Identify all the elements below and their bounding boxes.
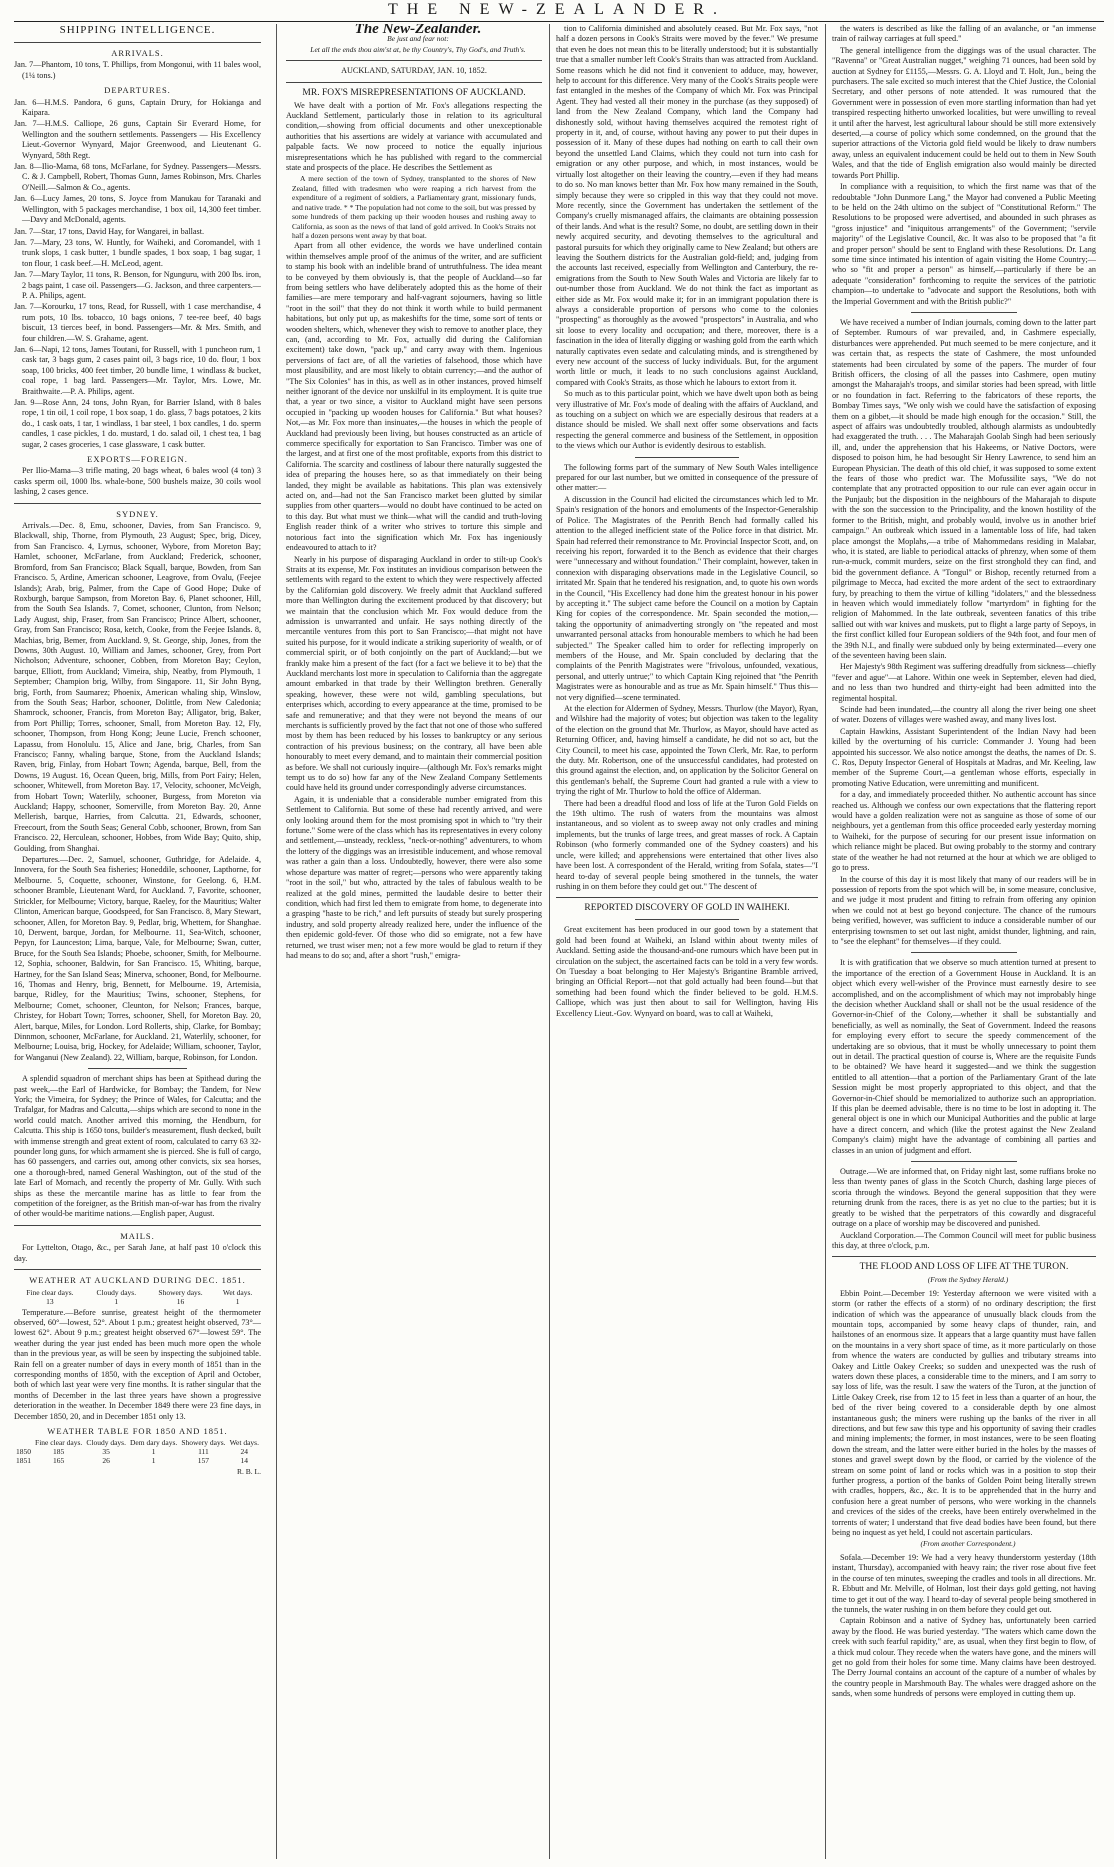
table-cell: 185 [53,1447,65,1457]
departure-entry: Jan. 9—Rose Ann, 24 tons, John Ryan, for Barrier Island, with 8 bales rope, 1 tin oil, 1 coil rope, 1 box soap, 1 do. glass, 7 bags potatoes, 2 kits do., 1 cask oats, 1 tar, 1 windlass, 1 bar steel, 1 box candles, 1 do. sperm candles, 1 case pickles, 1 do. mustard, 1 do. salad oil, 1 chest tea, 1 bag sugar, 2 cases groceries, 1 case glassware, 1 cask butter. [14,398,261,449]
divider [286,60,542,61]
divider [88,1068,187,1069]
section-heading-shipping: SHIPPING INTELLIGENCE. [59,24,216,36]
motto-line: Be just and fear not: [387,34,449,44]
arrival-entry: Jan. 7—Phantom, 10 tons, T. Phillips, from Mongonui, with 11 bales wool, (1¼ tons.) [14,60,261,80]
departure-entry: Jan. 7—H.M.S. Calliope, 26 guns, Captain Sir Everard Home, for Wellington and the southern settlements. Passengers — His Excellency Lieut.-Governor Wynyard, Major Greenwood, and Lieutenant G. Wynyard, 58th Regt. [14,119,261,160]
divider [911,952,1017,953]
article-paragraph: Again, it is undeniable that a considerable number emigrated from this Settlement to California. But some of these had recently arrived, and were only looking around them for the most promising spot in which to "try their fortune." Some were of the class which has its representatives in every colony and settlement,—unsteady, reckless, "neck-or-nothing" adventurers, to whom the lottery of the diggings was an irresistible inducement, and whose removal was rather a gain than a loss. Undoubtedly, however, there were also some whose departure was matter of regret;—persons who were apparently taking "root in the soil," but who, attracted by the tales of fabulous wealth to be realized at the gold mines, permitted the laudable desire to better their condition, which had first led them to emigrate from home, to degenerate into a grasping "haste to be rich," and left pursuits of steady but surely prospering industry, and sold property already realized here, under the influence of the then epidemic gold-fever. Of those who did so emigrate, not a few have returned, we trust wiser men; not a few more would be glad to return if they had means to do so; and, after a short "rush," emigra- [286,794,542,960]
table-header: Cloudy days. [86,1438,126,1448]
divider [832,1256,1096,1257]
article-quote: A mere section of the town of Sydney, transplanted to the shores of New Zealand, filled with tradesmen who were reaping a rich harvest from the expenditure of a regiment of soldiers, a Parliamentary grant, missionary funds, and native trade. * * The population had not come to the soil, but was pressed by some hundreds of them packing up their wooden houses and rushing away to California, as soon as the news of that land of gold arrived. In Cook's Straits not half a dozen persons went away by that boat. [292,174,536,240]
weather-value: 1 [235,1296,240,1306]
exports-heading: EXPORTS—FOREIGN. [87,454,188,465]
departures-heading: DEPARTURES. [104,85,171,96]
divider [911,312,1017,313]
council-paragraph: A discussion in the Council had elicited the circumstances which led to Mr. Spain's resignation of the honors and emoluments of the Inspector-Generalship of Police. The Magistrates of the Penrith Bench had formally called his attention to the alleged inefficient state of the Police force in that district. Mr. Spain had referred their remonstrance to Mr. Provincial Inspector Scott, and, on receiving his report, forwarded it to the Bench as evidence that their charges were "unnecessary and without foundation." Their complaint, however, taken in connexion with disparaging observations made in the Legislative Council, so irritated Mr. Spain that he tendered his resignation, and, to quote his own words in the Council, "His Excellency had done him the greatest honour in his power by accepting it." The subject came before the Council on a motion by Captain King for copies of the correspondence. Mr. Spain seconded the motion,—taking the opportunity of animadverting strongly on "the repeated and most unwarranted personal attacks from honourable members to which he had been subjected." The Speaker called him to order for reflecting improperly on members of the House, and Mr. Spain concluded by declaring that the complaints of the Penrith Magistrates were "frivolous, unfounded, vexatious, personal, and utterly untrue;" to which Captain King rejoined that "the Penrith Magistrates were as honourable and as true as Mr. Spain himself." Thus this—not very dignified—scene terminated. [556,494,818,702]
departure-entry: Jan. 6—Napi, 12 tons, James Toutani, for Russell, with 1 puncheon rum, 1 cask tar, 3 bags gum, 2 cases paint oil, 3 bags rice, 10 do. flour, 1 box soap, 100 bricks, 400 feet timber, 20 bundle lime, 1 windlass & bucket, coal rope, 1 bag lard. Passengers—Mr. Taylor, Mrs. Lowe, Mr. Braithwaite.—P. A. Philips, agent. [14,344,261,396]
masthead: THE NEW-ZEALANDER. [388,1,726,18]
council-paragraph: At the election for Aldermen of Sydney, Messrs. Thurlow (the Mayor), Ryan, and Wilshire had the majority of votes; but objection was taken to the legality of the election on the ground that Mr. Thurlow, as Mayor, should have acted as Returning Officer, and, having himself a candidate, he did not so act, but the City Council, to meet his case, appointed the Town Clerk, Mr. Rae, to perform the duty. Mr. Robertson, one of the unsuccessful candidates, had protested on this ground against the election, and, on application by the Solicitor General on this gentleman's behalf, the Supreme Court had granted a rule with a view to trying the right of Mr. Thurlow to hold the office of Alderman. [556,704,818,797]
departure-entry: Jan. 6—H.M.S. Pandora, 6 guns, Captain Drury, for Hokianga and Kaipara. [14,97,261,118]
weather-col-header: Wet days. [222,1287,253,1297]
flood-source: (From another Correspondent.) [920,1539,1016,1549]
article-paragraph: The general intelligence from the diggings was of the usual character. The "Ravenna" or "Great Australian nugget," weighing 71 ounces, had been sold by auction at Sydney for £1155,—Messrs. G. A. Lloyd and T. Holt, Jun., being the purchasers. The sale excited so much interest that the Chief Justice, the Colonial Secretary, and other persons of note attended. It was rumoured that the Government were in possession of even more startling information than had yet transpired respecting hitherto unworked localities, but were unwilling to reveal it until after the harvest, lest agricultural labour should be still more extensively deserted,—a course of policy which some condemned, on the ground that the superior attractions of the Victoria gold field would be likely to draw numbers away, unless an equivalent inducement could be held out to them in New South Wales, and that the tide of English emigration also would mainly be directed towards Port Phillip. [832,45,1096,180]
article-paragraph: the waters is described as like the falling of an avalanche, or "an immense train of railway carriages at full speed." [832,24,1096,44]
column-divider [276,24,277,1859]
weather-value: 13 [46,1296,54,1306]
weather-year-table [14,1438,261,1465]
weather-summary-table [14,1288,261,1306]
gold-paragraph: Great excitement has been produced in our good town by a statement that gold had been found at Waiheki, an Island within about twenty miles of Auckland. Setting aside the thousand-and-one rumours which have been put in circulation on the subject, the ascertained facts can be told in a very few words. On Tuesday a boat belonging to Her Majesty's Brigantine Bramble arrived, bringing an Official Report—not that gold actually had been found—but that something had been found which the finder believed to be gold. H.M.S. Calliope, which was just then about to sail for Wellington, having His Excellency Lieut.-Gov. Wynyard on board, was to call at Waiheki, [556,925,818,1018]
sydney-arrivals: Arrivals.—Dec. 8, Emu, schooner, Davies, from San Francisco. 9, Blackwall, ship, Thorne, from Plymouth, 23 August; Spec, brig, Dicey, from San Francisco. 4, Lyrnus, schooner, Wybore, from Moreton Bay; Hamlet, schooner, McFarlane, from Auckland; Frederick, schooner, Bromford, from San Francisco; Black Squall, barque, Bowden, from San Francisco. 5, Ardine, American schooner, Leagrove, from Ovalu, (Feejee Islands); Arab, brig, Palmer, from the Cape of Good Hope; Duke of Roxburgh, barque Sampson, from Moreton Bay. 6, Planet schooner, Hill, from the South Sea Islands. 7, Comet, schooner, Clunton, from Nelson; Lady August, ship, Fraser, from San Francisco; Prince Albert, schooner, Gray, from San Francisco; Rosa, ketch, Cooke, from the Feejee Islands. 8, Machias, brig, Bemer, from Auckland. 9, St. George, ship, Jones, from the Downs, 30th August. 10, William and James, schooner, Grey, from Port Nicholson; Adventure, schooner, Cobben, from Moreton Bay; Ceylon, barque, Elliott, from Auckland; Vimeira, ship, Neatby, from Plymouth, 1 September; Champion brig, Wilby, from Singapore. 11, Sir John Byng, brig, Forth, from Saumarez; Phoenix, American whaling ship, Winslow, from the South Seas; Harbor, schooner, Dolittle, from New Caledonia; Shamrock, schooner, Francis, from Moreton Bay; Alligator, brig, Baker, from Port Phillip; Torres, schooner, Small, from Moreton Bay. 12, Fly, schooner, Thompson, from Hong Kong; Jeune Lucie, French schooner, Lapassu, from Honolulu. 15, Alice and Jane, brig, Charles, from San Francisco; Fanny, whaling barque, Stone, from the Auckland Islands; Raven, brig, Finlay, from Hobart Town; Agenda, barque, Bell, from the Downs, 19 August. 16, Ocean Queen, brig, Mills, from Port Fairy; Helen, schooner, Whitewell, from Moreton Bay. 17, Velocity, schooner, McVeigh, from Hobart Town; Waterlily, schooner, Burgess, from Moreton via Auckland; Happy, schooner, Somerville, from Moreton Bay. 20, Anne Mellerish, barque, Harries, from Calcutta. 21, Edwards, schooner, Freecourt, from the South Seas; General Cobb, schooner, Brown, from San Francisco. 22, Herculean, schooner, Hobbes, from Wide Bay; Quito, ship, Goulding, from Shanghai. [14,521,261,853]
article-paragraph: In compliance with a requisition, to which the first name was that of the redoubtable "John Dunmore Lang," the Mayor had convened a Public Meeting to be held on the 24th ultimo on the subject of "Constitutional Reform." The Resolutions to be proposed were advertised, and abounded in such phrases as "gross injustice" and "iniquitous arrangements" of the Government; "servile majority" of the Legislative Council, &c. It was also to be proposed that "a fit and proper person" should be sent to England with these Resolutions. Dr. Lang some time since intimated his intention of again visiting the Home Country;—who so "fit and proper a person" as himself,—particularly if there be an adequate "consideration" forthcoming to requite the services of the patriotic champion—to undertake to "advocate and support the Resolutions, both with the Imperial Government and with the British public?" [832,182,1096,306]
column-shipping [14,24,261,1864]
article-heading: MR. FOX'S MISREPRESENTATIONS OF AUCKLAND. [302,87,526,98]
table-row [14,1447,261,1456]
flood-source: (From the Sydney Herald.) [927,1275,1009,1285]
table-cell: 24 [240,1447,249,1457]
flood-paragraph: Ebbin Point.—December 19: Yesterday afternoon we were visited with a storm (or rather the effects of a storm) of no ordinary description; the first indication of which was the appearance of unusually black clouds from the mountain tops, accompanied by some heavy claps of thunder, rain, and hailstones of an enormous size. It appears that a large quantity must have fallen on the mountains in a very short space of time, as it more particularly on those from whence the waters are conducted by gullies and tributary streams into Oakey and Little Oakey Creeks; so sudden and unexpected was the rush of waters down these places, a considerable time to the miners, and I am sorry to say loss of life, was the result. I saw the waters of the Turon, at the junction of Little Oakey Creek, rise from 12 to 15 feet in less than a quarter of an hour, the bed of the river being covered to a considerable depth by one almost instantaneous gush; the miners were rushing up the banks of the river in all directions, and but few saw this type and his opportunity of saving their cradles and mining implements; the former, in most instances, were to be seen floating down the stream, and the latter were either buried in the holes by the masses of stones and gravel swept down by the flood, or carried by the violence of the stream on some point of land or rocks which was in a position to stop their further progress, a portion of the banks of Golden Point being literally strewn with cradles, hoppers, &c., &c. It is to be apprehended that in the hurry and confusion here a great number of persons, who were working in the channels and crevices of the sides of the creeks, have been entirely overwhelmed in the torrents of water; I understand that five dead bodies have been found, but there being no inquest as yet held, I could not ascertain particulars. [832,1288,1096,1538]
table-cell: 157 [197,1456,210,1466]
waiheki-paragraph: In the course of this day it is most likely that many of our readers will be in possession of reports from the spot which will be, in some measure, conclusive, and we judge it most prudent and fitting to refrain from offering any opinion when we could not at best go beyond conjecture. The chance of the rumours being verified, however, was sufficient to induce a considerable number of our enterprising townsmen to set out last night, amidst thunder, lightning, and rain, to "see the elephant" for themselves—if they could. [832,874,1096,946]
divider [635,919,740,920]
column-intelligence [832,24,1096,1864]
weather-text: Temperature.—Before sunrise, greatest height of the thermometer observed, 60°—lowest, 52°. About 1 p.m.; greatest height observed, 73°—lowest 62°. About 9 p.m.; greatest height observed 67°—lowest 59°. The weather during the year just ended has been much more open the whole than in the previous year, as will be seen by inspecting the subjoined table. Rain fell on a greater number of days in every month of 1851 than in the corresponding months of 1850, with the exception of April and October, both of which last year were very fine months. It is rather singular that the months of December in the last three years have shown a progressive deterioration in the weather. In December 1849 there were 23 fine days, in December 1850, 20, and in December 1851 only 13. [14,1307,261,1421]
weather-value: 1 [114,1296,119,1306]
table-header: Showery days. [181,1438,226,1448]
council-paragraph: There had been a dreadful flood and loss of life at the Turon Gold Fields on the 19th ultimo. The rush of waters from the mountains was almost instantaneous, and so violent as to sweep away not only cradles and mining implements, but the trunks of large trees, and great masses of rock. A Captain Robinson (who formerly commanded one of the Sydney coasters) and his uncle, were killed; and apprehensions were entertained that other lives also have been lost. A correspondent of the Herald, writing from Sofala, states—"I heard to-day of several people being smothered in the tunnels, the water rushing in on them before they could get out." The descent of [556,798,818,891]
divider [286,82,542,83]
article-paragraph: Nearly in his purpose of disparaging Auckland in order to stilt-up Cook's Straits at its expense, Mr. Fox institutes an invidious comparison between the settlements with regard to the extent to which they were respectively affected by the Californian gold discovery. We freely admit that Auckland suffered more than Wellington during the excitement produced by that discovery; but we maintain that the conclusion which Mr. Fox would deduce from the admission is unwarranted and unfair. He says nothing directly of the mercantile ventures from this port to San Francisco;—that might not have suited his purpose, for it would indicate a striking superiority of wealth, or of commercial spirit, or of both conjointly on the part of Auckland;—but we frankly make him a present of the fact (for a fact we believe it to be) that the Auckland merchants lost more in speculation to California than the aggregate amount embarked in that trade by their Wellington brethren. Generally speaking, however, these were not wild, gambling speculations, but enterprises which, according to every appearance at the time, promised to be safe and remunerative; and that they were not beyond the means of our merchants is sufficiently proved by the fact that not one of those who suffered most by them has been reduced by his losses to bankruptcy or any serious contraction of his previous business; on the contrary, all have been able honourably to meet every demand, and to maintain their commercial position as before. We shall not curiously inquire—(although Mr. Fox's remarks might tempt us to do so) how far any of the New Zealand Company Settlements could have held its ground under correspondingly adverse circumstances. [286,554,542,793]
weather-table-heading: WEATHER TABLE FOR 1850 AND 1851. [47,1425,228,1436]
table-cell: 1 [151,1456,156,1466]
article-paragraph: We have dealt with a portion of Mr. Fox's allegations respecting the Auckland Settlement, particularly those in relation to its agricultural condition,—showing from official documents and other unexceptionable authorities that his assertions are widely at variance with accumulated and palpable facts. We now proceed to notice the equally injurious misrepresentations which he has published with regard to the commercial state and prospects of the place. He describes the Settlement as [286,100,542,173]
column-editorial [286,24,542,1864]
india-paragraph: We have received a number of Indian journals, coming down to the latter part of September. Rumours of war prevailed, and, in Cashmere especially, disturbances were apprehended. Put much seemed to be mere conjecture, and it was certain that, as respects the state of Cashmere, the most unfounded statements had been circulated by some of the papers. The murder of four British officers, the closing of all the passes into Cashmere, open mutiny amongst the Maharajah's troops, and similar stories had been spread, with little or no foundation in fact. Referring to the fabricators of these reports, the Bombay Times says, "We only wish we could have the satisfaction of exposing them on a gibbet,—it should be made high enough for the occasion." Still, the aspect of affairs was undoubtedly troubled, although alarmists as undoubtedly had exaggerated the truth. . . . The Maharajah Goolab Singh had been seriously ill, and, under the apprehension that his Hakeems, or Native Doctors, were disposed to poison him, he had besought Sir Henry Lawrence, to send him an European Physician. The death of this old chief, it was supposed to some extent the fears of those who predict war. The Mofussilite says, "We do not contemplate that any protracted opposition to our rule can ever again occur in the Punjaub; but the disposition in the neighbours of the Maharajah to dispute with the son the succession to the Principality, and the known hostility of the former to the British, might, and probably would, involve us in another brief campaign." An outbreak which issued in a lamentable loss of life, had taken place amongst the Moplahs,—a tribe of Mahommedans residing in Malabar, who, it is stated, are liable to periodical attacks of phrenzy, when some of them run-a-muck, commit murders, seize on the first stronghold they can find, and bid the government defiance. A "Tongul" or Bishop, recently returned from a pilgrimage to Mecca, had excited the more ardent of the sect to extraordinary fury, by preaching to them the virtue of killing "idolaters," and the blessedness in heaven which would immediately follow "martyrdom" in fighting for the religion of Mahommed. In the late outbreak, seventeen fanatics of this tribe sallied out with war knives and muskets, put to flight a large party of Sepoys, in the first conflict killed four European soldiers of the 94th foot, and four men of the 39th N.I., and finally were subdued only by being exterminated—every one of the seventeen having been slain. [832,317,1096,660]
table-header: Fine clear days. [35,1438,83,1448]
departure-entry: Jan. 7—Star, 17 tons, David Hay, for Wangarei, in ballast. [14,226,205,236]
india-paragraph: Scinde had been inundated,—the country all along the river being one sheet of water. Dozens of villages were washed away, and many lives lost. [832,705,1096,725]
india-paragraph: Captain Hawkins, Assistant Superintendent of the Indian Navy had been killed by the overturning of his curricle: Commander J. Young had been appointed his successor. We also notice amongst the deaths, the names of Dr. S. C. Ros, Deputy Inspector General of Hospitals at Madras, and Mr. Keeling, law member of the Supreme Court,—a gentleman whose efforts, especially in promoting Native Education, were unremitting and munificent. [832,726,1096,788]
arrivals-heading: ARRIVALS. [111,48,164,58]
fleet-paragraph: A splendid squadron of merchant ships has been at Spithead during the past week,—the Earl of Hardwicke, for Bombay; the Tandem, for New York; the Vimeira, for Sydney; the Prince of Wales, for Calcutta; and the Trafalgar, for Madras and Calcutta,—ships which are second to none in the world could match. Another arrived this morning, the Hendburn, for Calcutta. This ship is 1650 tons, builder's measurement, flush decked, built with immense strength and great extent of room, calculated to carry 63 32-pounder long guns, for which armament she is pierced. She is full of cargo, has 60 passengers, and carries out, among other convicts, six sea horses, one a thorough-bred, named General Washington, out of the stud of the late Earl of Mornach, and recently the property of Mr. Gully. With such ships as these the mercantile marine has as little to fear from the competition of the foreigner, as the British man-of-war has from the rivalry of other would-be maritime nations.—English paper, August. [14,1074,261,1219]
table-cell: 14 [240,1456,249,1466]
table-header: Wet days. [229,1438,259,1448]
table-cell: 35 [102,1447,110,1457]
divider [14,503,261,504]
paper-title: The New-Zealander. [354,24,482,37]
departure-entry: Jan. 8—Ilio-Mama, 68 tons, McFarlane, for Sydney. Passengers—Messrs. C. & J. Campbell, Robert, Thomas Gunn, James Robinson, Mrs. Charles O'Neill.—Salmon & Co., agents. [14,162,261,192]
signature: R. B. L. [237,1467,261,1477]
table-cell: 26 [102,1456,110,1466]
dateline: AUCKLAND, SATURDAY, JAN. 10, 1852. [341,66,487,76]
column-divider [549,24,550,1859]
mails-heading: MAILS. [120,1230,155,1241]
departure-entry: Jan. 6—Lucy James, 20 tons, S. Joyce from Manukau for Taranaki and Wellington, with 5 packages merchandise, 1 box oil, 14,300 feet timber.—Davy and McDonald, agents. [14,194,261,225]
divider [911,1161,1017,1162]
motto-line: Let all the ends thou aim'st at, be thy Country's, Thy God's, and Truth's. [310,44,526,54]
flood-heading: THE FLOOD AND LOSS OF LIFE AT THE TURON. [859,1262,1069,1273]
departure-entry: Jan. 7—Mary, 23 tons, W. Huntly, for Waiheki, and Coromandel, with 1 trunk slops, 1 cask butter, 1 bundle spades, 1 box soap, 1 bag sugar, 1 ton flour, 1 cask beef.—H. McLeod, agent. [14,237,261,268]
masthead-rule [14,21,1104,22]
india-paragraph: Her Majesty's 98th Regiment was suffering dreadfully from sickness—chiefly "fever and ague"—at Lahore. Within one week in September, eleven had died, and no less than two hundred and thirty-eight had been admitted into the regimental hospital. [832,662,1096,703]
table-cell: 165 [53,1456,65,1466]
table-cell: 1850 [16,1447,31,1457]
table-cell: 1 [151,1447,156,1457]
exports-text: Per Ilio-Mama—3 trifle mating, 20 bags wheat, 6 bales wool (4 ton) 3 casks sperm oil, 1000 lbs. whale-bone, 500 bushels maize, 30 coils wool lashing, 2 cases gence. [14,466,261,497]
weather-heading: WEATHER AT AUCKLAND DURING DEC. 1851. [29,1275,246,1286]
column-divider [825,24,826,1859]
column-news [556,24,818,1864]
table-row [14,1456,261,1465]
corporation-paragraph: Auckland Corporation.—The Common Council will meet for public business this day, at three o'clock, p.m. [832,1230,1096,1250]
flood-paragraph: Sofala.—December 19: We had a very heavy thunderstorm yesterday (18th instant, Thursday), accompanied with heavy rain; the river rose about five feet in the course of ten minutes, sweeping the cradles and tools in all directions. Mr. R. Ebbutt and Mr. Melville, of Holman, lost their days gold getting, not having time to get it out of the way. I heard to-day of several people being smothered in the tunnels, the water rushing in on them before they could get out. [832,1552,1096,1614]
article-paragraph: tion to California diminished and absolutely ceased. But Mr. Fox says, "not half a dozen persons in Cook's Straits were moved by the fever." We presume that even he does not mean this to be literally understood; but it is substantially true that a smaller number left Cook's Straits than was attracted from Auckland. Some reasons which he did not find it convenient to adduce, may, however, help to account for this difference. Very many of the Cook's Straits people were fast entangled in the meshes of the Company of which Mr. Fox was Principal Agent. They had vested all their money in the purchase (as they supposed) of land from the New Zealand Company, which land the Company had dishonestly sold, without having themselves acquired the remotest right of property in it, and, of course, without having any power to put their dupes in possession of it. Many of these dupes had nothing on earth to call their own beyond the unsettled Land Claims, which they could not turn into cash for emigration or any other purpose, and which, in most instances, would be virtually lost altogether on their leaving the country,—even if they had means to do so. No man knows better than Mr. Fox how many remained in the South, simply because they were so crippled in this way that they could not move. More recently, since the Government has undertaken the settlement of the Company's cruelly mismanaged affairs, the claimants are obtaining possession of their lands. And what is the result? Some, no doubt, are settling down in their newly acquired security, and devoting themselves to the agricultural and pastoral pursuits for which they originally came to New Zealand; but others are leaving the Southern districts for the Australian gold-field; and, judging from the accounts last received, especially from Wellington and Canterbury, the re-emigrations from the South to New South Wales and Victoria are likely far to out-number those from Auckland. We do not think the fact as important as either side as Mr. Fox would make it; for in an immigrant population there is always a considerable proportion of persons who come to the colonies "prospecting" as thoroughly as the avowed "prospectors" in Australia, and who sit loose to every locality and occupation; and there, moreover, there is a fascination in the idea of literally digging or washing gold from the earth which naturally captivates even sedate and calculating minds, and is strengthened by every new account of the success of lucky individuals. But, for the argument worth little or much, it leads to no such conclusions against Auckland, compared with Cook's Straits, as those which he labours to extort from it. [556,24,818,387]
table-cell: 1851 [16,1456,31,1466]
council-intro: The following forms part of the summary of New South Wales intelligence prepared for our last number, but we omitted in consequence of the pressure of other matter:— [556,462,818,493]
table-header: Dem dary days. [130,1438,178,1448]
divider [635,457,740,458]
mails-text: For Lyttelton, Otago, &c., per Sarah Jane, at half past 10 o'clock this day. [14,1243,261,1263]
departure-entry: Jan. 7—Mary Taylor, 11 tons, R. Benson, for Ngunguru, with 200 lbs. iron, 2 bags paint, 1 case oil. Passengers—G. Jackson, and three carpenters.—P. A. Philips, agent. [14,270,261,300]
outrage-paragraph: Outrage.—We are informed that, on Friday night last, some ruffians broke no less than twenty panes of glass in the Scotch Church, dashing large pieces of scoria through the windows. Beyond the general supposition that they were returning drunk from the races, there is as yet no clue to the parties; but it is greatly to be wished that the perpetrators of this cowardly and disgraceful outrage on a place of worship may be discovered and punished. [832,1167,1096,1229]
sydney-heading: SYDNEY. [116,508,159,519]
table-header [14,1438,33,1447]
departure-entry: Jan. 7—Korourku, 17 tons, Read, for Russell, with 1 case merchandise, 4 rum pots, 10 lbs. tobacco, 10 bags onions, 7 tee-ree beef, 40 bags biscuit, 13 tierces beef, in bond. Passengers—Mr. & Mrs. Smith, and four children.—W. S. Grahame, agent. [14,302,261,343]
table-cell: 111 [198,1447,209,1457]
weather-col-header: Cloudy days. [96,1287,137,1297]
weather-col-header: Fine clear days. [26,1287,74,1297]
waiheki-paragraph: for a day, and immediately proceeded thither. No authentic account has since reached us. Although we confess our own expectations that the flattering report would have a golden realization were not as sanguine as those of some of our neighbours, yet a gentleman from this office proceeded early yesterday morning to Waiheki, for the purpose of securing for our present issue information on which reliance might be placed. But owing probably to the stormy and contrary state of the weather he had not returned at the hour at which we are obliged to go to press. [832,790,1096,873]
divider [14,42,261,43]
sydney-departures: Departures.—Dec. 2, Samuel, schooner, Guthridge, for Adelaide. 4, Innovera, for the South Sea fisheries; Honeddile, schooner, Lapthorne, for Melbourne. 5, Coquette, schooner, Winstone, for Geelong. 6, H.M. schooner Bramble, Lieutenant Ward, for Auckland. 7, Favorite, schooner, Strickler, for Melbourne; Victory, barque, Raeley, for the Mauritius; Walter Clinton, American barque, Goodspeed, for San Francisco. 8, Mary Stewart, schooner, Allen, for Moreton Bay. 9, Pedlar, brig, Whettem, for Shanghae. 10, Derwent, barque, Jordan, for Melbourne. 11, Sea-Witch, schooner, Pepyn, for Launceston; Lima, barque, Vale, for Melbourne; Swan, cutter, Bruce, for the South Sea Islands; Phoebe, schooner, Smith, for Melbourne. 12, Sophia, schooner, Baldwin, for San Francisco. 15, Whiting, barque, Hartney, for the San Island Seas; Minerva, schooner, Bond, for Melbourne. 16, Thomas and Henry, brig, Bennett, for Melbourne. 19, Artemisia, barque, Ridley, for the Mauritius; Twins, schooner, Stephens, for Melbourne; Comet, schooner, Cleunton, for Nelson; Frances, barque, Christey, for Hobart Town; Torres, schooner, Shell, for Moreton Bay. 20, Alert, barque, Miles, for London. Lord Rollerts, ship, Clarke, for Bombay; Dinnmon, schooner, McFarlane, for Auckland. 21, Waterlily, schooner, for Melbourne; Louisa, brig, Hockey, for Adelaide; William, schooner, Taylor, for Wanganui (New Zealand). 22, William, barque, Robinson, for London. [14,855,261,1062]
government-house-paragraph: It is with gratification that we observe so much attention turned at present to the importance of the erection of a Government House in Auckland. It is an object which every well-wisher of the Province must earnestly desire to see accomplished, and on the accomplishment of which may not improbably hinge the decision whether Auckland shall or shall not be the usual residence of the Governor-in-Chief of the Colony,—whether it shall be substantially and beneficially, as well as nominally, the Seat of Government. Indeed the reasons for employing every effort to secure the speedy commencement of the undertaking are so obvious, that it must be wholly unnecessary to point them out in detail. The practical question of course is, Where are the requisite Funds to be obtained? We have heard it suggested—and we think the suggestion entitled to all attention—that a portion of the Parliamentary Grant of the late Session might be most properly appropriated to this object, and that the Governor-in-Chief should be memorialized to authorize such an appropriation. If this plan be deemed advisable, there is no time to be lost in adopting it. The general object is one in which our Municipal Authorities and the public at large have a direct concern, and which (like the protest against the New Zealand Company's claim) might have the advantage of combining all parties and classes in an union of judgment and effort. [832,958,1096,1155]
article-paragraph: So much as to this particular point, which we have dwelt upon both as being very illustrative of Mr. Fox's mode of dealing with the affairs of Auckland, and as touching on a subject on which we are especially desirous that readers at a distance should be misled. We shall next offer some observations and facts respecting the general commerce and business of the Settlement, in opposition to the views which our Author is evidently desirous to establish. [556,389,818,451]
gold-heading: REPORTED DISCOVERY OF GOLD IN WAIHEKI. [584,903,790,914]
flood-paragraph: Captain Robinson and a native of Sydney has, unfortunately been carried away by the flood. He was buried yesterday. "The waters which came down the creek with such fearful rapidity," are, as usual, when they first begin to flow, of a thick mud colour. They recede when the waters have gone, and the miners will get no gold from their holes for some time. Many claims have been destroyed. The Derry Journal contains an account of the capture of a number of whales by the country people in Marshmouth Bay. The whales were dragged ashore on the sands, when some hundreds of persons were employed in cutting them up. [832,1616,1096,1699]
weather-col-header: Showery days. [158,1287,203,1297]
weather-value: 16 [176,1296,185,1306]
divider [14,1269,261,1270]
divider [556,897,818,898]
article-paragraph: Apart from all other evidence, the words we have underlined contain within themselves ample proof of the animus of the writer, and are sufficient to stamp his book with an indelible brand of untruthfulness. The idea meant to be conveyed by them obviously is, that the people of Auckland—so far from being settlers who have deliberately adopted this as the home of their families—are mere temporary and half-vagrant sojourners, having so little "root in the soil" that they do not think it worth while to build permanent habitations, but only put up, as makeshifts for the time, some sort of tents or wooden shelters, which, whenever they wish to remove to another place, they can, (and, according to Mr. Fox, actually did during the Californian excitement) take down, "pack up," and carry away with them. Ingenious perversions of fact are, of all the varieties of falsehood, those which have most plausibility, and are most likely to obtain currency;—and the author of "The Six Colonies" has in this, as well as in other instances, proved himself neither ignorant of the device nor unskilful in its employment. It is quite true that, a year or two since, a visitor to Auckland might have seen persons occupied in "packing up wooden houses for California." But what houses? Not,—as Mr. Fox more than insinuates,—the houses in which the people of Auckland had previously been living, but houses constructed as an article of commerce specifically for exportation to San Francisco. Timber was one of the largest, and at first one of the most profitable, exports from this district to California. The scarcity and costliness of labour there naturally suggested the idea of preparing the houses here, so as that immediately on their being landed, they might be available as habitations. This plan was extensively acted on, and—had not the San Francisco market been glutted by similar supplies from other quarters—would no doubt have continued to be acted on to this day. But what must we think—what will the candid and truth-loving English reader think of a writer who strives to torture this simple and notorious fact into the signification which Mr. Fox has ingeniously endeavoured to attach to it? [286,241,542,553]
divider [14,1225,261,1226]
